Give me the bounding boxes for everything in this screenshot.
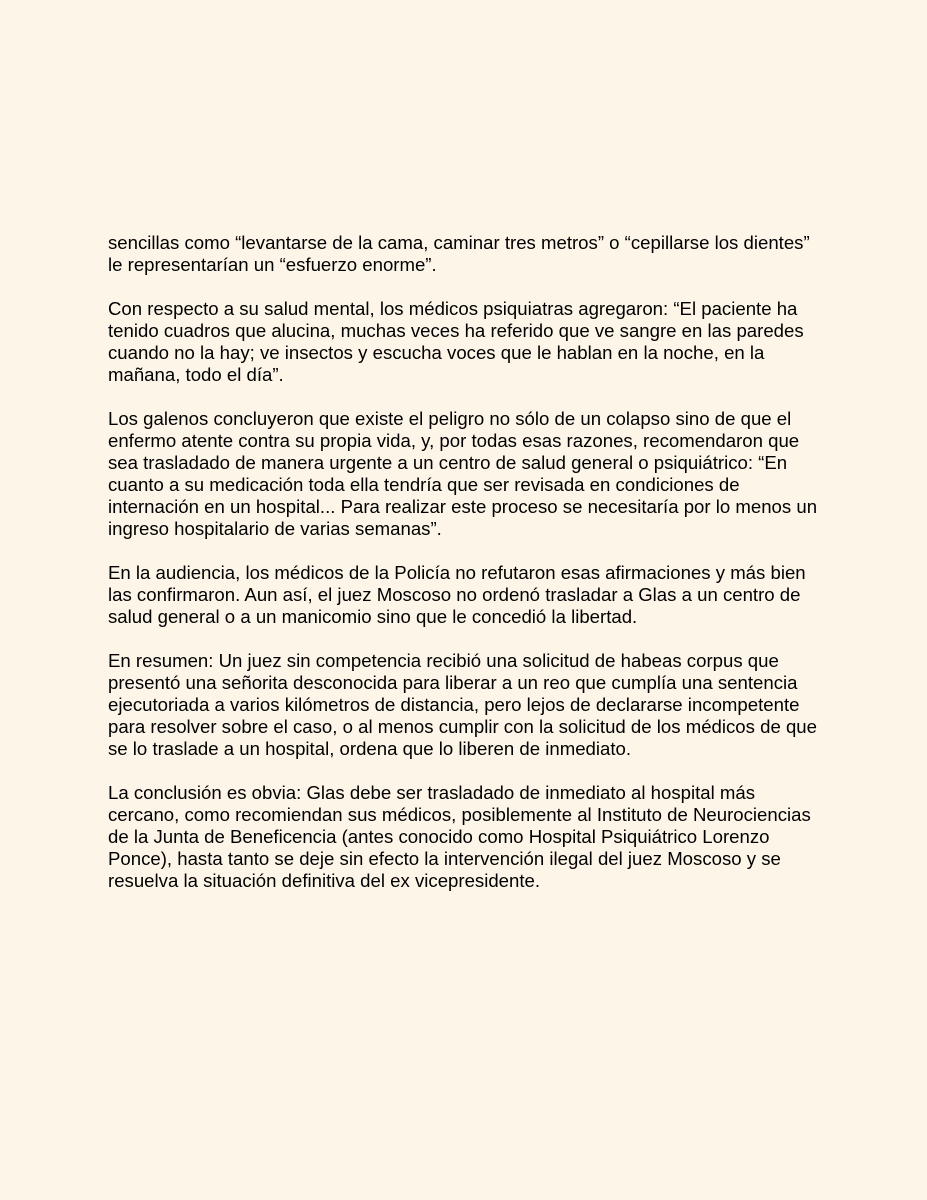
document-body xyxy=(108,232,820,914)
text-line: En resumen: Un juez sin competencia recibió una solicitud de habeas corpus que xyxy=(108,650,779,671)
paragraph-2 xyxy=(108,298,820,386)
text-line: salud general o a un manicomio sino que le concedió la libertad. xyxy=(108,606,638,627)
text-line: se lo traslade a un hospital, ordena que lo liberen de inmediato. xyxy=(108,738,632,759)
text-line: tenido cuadros que alucina, muchas veces ha referido que ve sangre en las paredes xyxy=(108,320,804,341)
text-line: las confirmaron. Aun así, el juez Moscoso no ordenó trasladar a Glas a un centro de xyxy=(108,584,801,605)
text-line: presentó una señorita desconocida para liberar a un reo que cumplía una sentencia xyxy=(108,672,798,693)
text-line: enfermo atente contra su propia vida, y, por todas esas razones, recomendaron que xyxy=(108,430,800,451)
text-line: resuelva la situación definitiva del ex vicepresidente. xyxy=(108,870,541,891)
paragraph-3 xyxy=(108,408,820,540)
text-line: La conclusión es obvia: Glas debe ser trasladado de inmediato al hospital más xyxy=(108,782,756,803)
text-line: mañana, todo el día”. xyxy=(108,364,284,385)
text-line: cercano, como recomiendan sus médicos, posiblemente al Instituto de Neurociencias xyxy=(108,804,811,825)
paragraph-1 xyxy=(108,232,820,276)
text-line: para resolver sobre el caso, o al menos cumplir con la solicitud de los médicos de que xyxy=(108,716,817,737)
text-line: cuando no la hay; ve insectos y escucha voces que le hablan en la noche, en la xyxy=(108,342,765,363)
paragraph-4 xyxy=(108,562,820,628)
text-line: sencillas como “levantarse de la cama, caminar tres metros” o “cepillarse los dientes” xyxy=(108,232,810,253)
text-line: ejecutoriada a varios kilómetros de distancia, pero lejos de declararse incompetente xyxy=(108,694,800,715)
text-line: sea trasladado de manera urgente a un centro de salud general o psiquiátrico: “En xyxy=(108,452,788,473)
paragraph-6 xyxy=(108,782,820,892)
text-line: Los galenos concluyeron que existe el peligro no sólo de un colapso sino de que el xyxy=(108,408,792,429)
text-line: Con respecto a su salud mental, los médicos psiquiatras agregaron: “El paciente ha xyxy=(108,298,798,319)
text-line: de la Junta de Beneficencia (antes conocido como Hospital Psiquiátrico Lorenzo xyxy=(108,826,770,847)
text-line: cuanto a su medicación toda ella tendría que ser revisada en condiciones de xyxy=(108,474,740,495)
paragraph-5 xyxy=(108,650,820,760)
text-line: Ponce), hasta tanto se deje sin efecto la intervención ilegal del juez Moscoso y se xyxy=(108,848,781,869)
text-line: ingreso hospitalario de varias semanas”. xyxy=(108,518,442,539)
text-line: le representarían un “esfuerzo enorme”. xyxy=(108,254,437,275)
text-line: En la audiencia, los médicos de la Policía no refutaron esas afirmaciones y más bien xyxy=(108,562,806,583)
text-line: internación en un hospital... Para realizar este proceso se necesitaría por lo menos un xyxy=(108,496,818,517)
